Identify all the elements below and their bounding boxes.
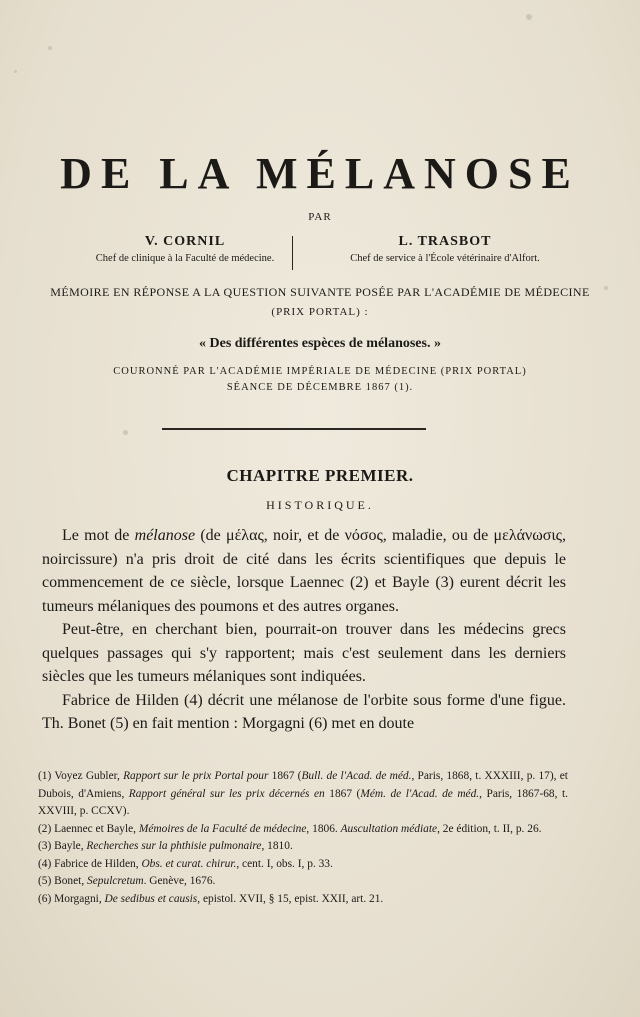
emphasis-text: Recherches sur la phthisie pulmonaire — [86, 840, 262, 852]
text-run: (2) Laennec et Bayle, — [38, 822, 139, 835]
paragraph — [42, 689, 566, 736]
footnote-6 — [38, 891, 568, 909]
emphasis-text: Auscultation médiate — [340, 822, 438, 835]
author-role: Chef de clinique à la Faculté de médecine. — [95, 253, 275, 264]
section-heading: HISTORIQUE. — [266, 498, 374, 512]
emphasis-text: Rapport sur le prix Portal pour — [123, 770, 269, 782]
par-label: PAR — [308, 211, 332, 223]
footnote-2 — [38, 821, 568, 839]
text-run: (1) Voyez Gubler, — [38, 770, 124, 782]
prix-line: (PRIX PORTAL) : — [271, 306, 369, 318]
paper-stain — [14, 70, 17, 73]
author-cornil — [60, 234, 310, 264]
text-run: Peut-être, en cherchant bien, pourrait-on trouver dans les médecins grecs quelques passages qui s'y rapportent; mais c'est seulement dans les derniers siècles que les tumeurs mélaniques sont indiquées. — [42, 621, 566, 685]
paper-stain — [48, 46, 52, 50]
paper-stain — [123, 430, 128, 435]
text-run: , cent. I, obs. I, p. 33. — [236, 857, 333, 870]
emphasis-text: Bull. de l'Acad. de méd. — [301, 770, 412, 782]
chapter-heading: CHAPITRE PREMIER. — [226, 466, 414, 485]
paragraph — [42, 524, 566, 618]
emphasis-text: Rapport général sur les prix décernés en — [128, 787, 325, 800]
emphasis-text: De sedibus et causis — [104, 892, 198, 905]
footnote-1 — [38, 768, 568, 821]
emphasis-text: Mémoires de la Faculté de médecine — [138, 822, 307, 835]
text-run: (5) Bonet, — [38, 875, 88, 887]
text-run: , 1810. — [261, 840, 293, 852]
author-role: Chef de service à l'École vétérinaire d'Alfort. — [350, 253, 540, 264]
text-run: (de μέλας, noir, et de νόσος, maladie, ou de μελάνωσις, noircissure) n'a pris droit de cité dans les écrits scientifiques que depuis le commencement de ce siècle, lorsque Laennec (2) et Bayle (3) eurent décrit les tumeurs mélaniques des poumons et des autres organes. — [42, 527, 567, 615]
emphasis-text: Sepulcretum — [87, 875, 144, 887]
footnote-3 — [38, 838, 568, 856]
text-run: 1867 ( — [268, 770, 302, 782]
text-run: Le mot de — [62, 527, 135, 544]
footnote-4 — [38, 856, 568, 874]
memoire-line: MÉMOIRE EN RÉPONSE A LA QUESTION SUIVANTE POSÉE PAR L'ACADÉMIE DE MÉDECINE — [50, 285, 590, 299]
authors-block — [60, 234, 580, 272]
emphasis-text: mélanose — [134, 527, 196, 544]
text-run: , epistol. XVII, § 15, epist. XXII, art. 21. — [197, 892, 384, 905]
text-run: , Paris, 1868, t. XXXIII, p. 17), et Dubois, d'Amiens, — [38, 770, 568, 800]
body-text — [42, 524, 566, 736]
author-divider — [292, 236, 293, 270]
text-run: Fabrice de Hilden (4) décrit une mélanose de l'orbite sous forme d'une figue. Th. Bonet (5) en fait mention : Morgagni (6) met en doute — [42, 691, 566, 732]
award-line: COURONNÉ PAR L'ACADÉMIE IMPÉRIALE DE MÉDECINE (PRIX PORTAL) — [113, 366, 527, 377]
text-run: (6) Morgagni, — [38, 892, 105, 905]
paragraph — [42, 618, 566, 689]
emphasis-text: Obs. et curat. chirur. — [141, 857, 237, 870]
text-run: . Genève, 1676. — [143, 875, 216, 887]
text-run: (4) Fabrice de Hilden, — [38, 857, 142, 870]
question-title: « Des différentes espèces de mélanoses. » — [199, 336, 441, 351]
session-line: SÉANCE DE DÉCEMBRE 1867 (1). — [226, 382, 414, 393]
text-run: (3) Bayle, — [38, 840, 87, 852]
horizontal-rule — [162, 428, 426, 430]
text-run: , 1806. — [306, 822, 341, 835]
author-name: V. CORNIL — [144, 234, 226, 249]
footnote-5 — [38, 873, 568, 891]
author-trasbot — [310, 234, 580, 264]
footnotes — [38, 768, 568, 908]
paper-stain — [526, 14, 532, 20]
text-run: , 2e édition, t. II, p. 26. — [437, 822, 542, 835]
emphasis-text: Mém. de l'Acad. de méd. — [360, 787, 480, 800]
text-run: , Paris, 1867-68, t. XXVIII, p. CCXV). — [38, 787, 568, 817]
author-name: L. TRASBOT — [398, 234, 492, 249]
page-title: DE LA MÉLANOSE — [60, 149, 580, 198]
text-run: 1867 ( — [324, 787, 361, 800]
